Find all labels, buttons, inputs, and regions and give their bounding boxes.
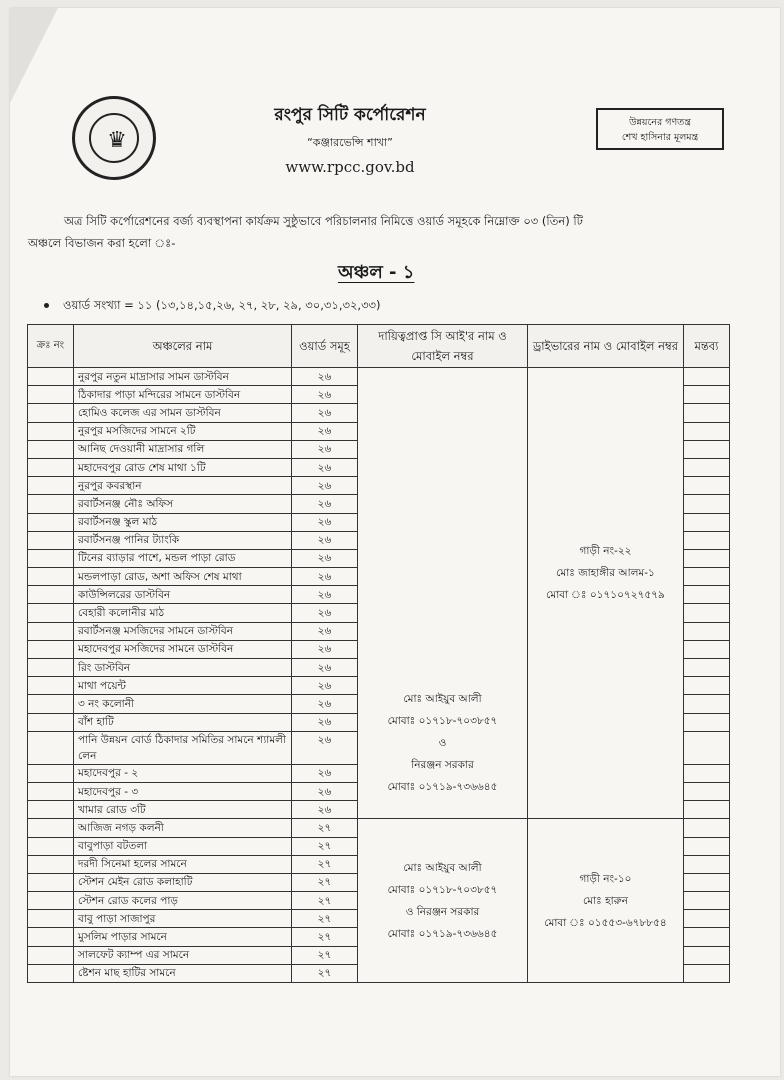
- ward-cell: ২৬: [292, 640, 358, 658]
- header-remarks: মন্তব্য: [684, 325, 730, 368]
- remarks-cell: [684, 640, 730, 658]
- remarks-cell: [684, 873, 730, 891]
- driver-contact-line: মোবা ঃ ০১৭১০৭২৭৫৭৯: [546, 589, 665, 602]
- ward-cell: ২৬: [292, 549, 358, 567]
- remarks-cell: [684, 458, 730, 476]
- area-name-cell: খামার রোড ৩টি: [74, 801, 292, 819]
- ci-contact-line: মোবাঃ ০১৭১৮-৭০৩৮৫৭: [387, 715, 498, 728]
- ci-contact-line: মোবাঃ ০১৭১৯-৭৩৬৬৪৫: [387, 927, 498, 940]
- ci-contact-line: মোবাঃ ০১৭১৮-৭০৩৮৫৭: [387, 883, 498, 896]
- serial-cell: [28, 586, 74, 604]
- serial-cell: [28, 513, 74, 531]
- area-name-cell: রিং ডাস্টবিন: [74, 659, 292, 677]
- ward-cell: ২৭: [292, 819, 358, 837]
- remarks-cell: [684, 782, 730, 800]
- ward-cell: ২৬: [292, 477, 358, 495]
- serial-cell: [28, 531, 74, 549]
- area-name-cell: টিনের ব্যাড়ার পাশে, মন্ডল পাড়া রোড: [74, 549, 292, 567]
- driver-contact-line: গাড়ী নং-২২: [579, 545, 632, 558]
- bullet-icon: [44, 303, 49, 308]
- header-serial: ক্রঃ নং: [28, 325, 74, 368]
- intro-line-1: অত্র সিটি কর্পোরেশনের বর্জ্য ব্যবস্থাপনা কার্যক্রম সুষ্ঠুভাবে পরিচালনার নিমিত্তে ওয়ার্ড সমূহকে নিম্নোক্ত ০৩ (তিন) টি: [64, 214, 583, 228]
- serial-cell: [28, 946, 74, 964]
- driver-contact-cell: [528, 819, 684, 983]
- area-name-cell: সালফেট ক্যাম্প এর সামনে: [74, 946, 292, 964]
- remarks-cell: [684, 964, 730, 982]
- ward-cell: ২৭: [292, 855, 358, 873]
- driver-contact-line: মোঃ হারুন: [583, 894, 628, 907]
- area-name-cell: বাঁশ হাটি: [74, 713, 292, 731]
- serial-cell: [28, 837, 74, 855]
- table-header-row: [28, 325, 730, 368]
- ward-cell: ২৬: [292, 586, 358, 604]
- area-name-cell: ষ্টেশন মাছ হাটির সামনে: [74, 964, 292, 982]
- serial-cell: [28, 928, 74, 946]
- ward-cell: ২৬: [292, 731, 358, 764]
- area-name-cell: পানি উন্নয়ন বোর্ড ঠিকাদার সমিতির সামনে শ্যামলী লেন: [74, 731, 292, 764]
- serial-cell: [28, 677, 74, 695]
- serial-cell: [28, 782, 74, 800]
- serial-cell: [28, 440, 74, 458]
- serial-cell: [28, 622, 74, 640]
- serial-cell: [28, 404, 74, 422]
- ward-cell: ২৬: [292, 568, 358, 586]
- remarks-cell: [684, 695, 730, 713]
- serial-cell: [28, 855, 74, 873]
- remarks-cell: [684, 549, 730, 567]
- remarks-cell: [684, 495, 730, 513]
- ward-cell: ২৬: [292, 386, 358, 404]
- serial-cell: [28, 368, 74, 386]
- motto-line-2: শেখ হাসিনার মূলমন্ত্র: [621, 132, 699, 143]
- area-name-cell: ঠিকাদার পাড়া মন্দিরের সামনে ডাস্টবিন: [74, 386, 292, 404]
- ward-cell: ২৭: [292, 873, 358, 891]
- ward-cell: ২৬: [292, 677, 358, 695]
- remarks-cell: [684, 819, 730, 837]
- driver-contact-line: মোঃ জাহাঙ্গীর আলম-১: [556, 567, 655, 580]
- ci-contact-cell: [358, 819, 528, 983]
- area-name-cell: মহাদেবপুর - ২: [74, 764, 292, 782]
- area-name-cell: বাবুপাড়া বটতলা: [74, 837, 292, 855]
- ward-cell: ২৬: [292, 604, 358, 622]
- area-name-cell: মাথা পয়েন্ট: [74, 677, 292, 695]
- serial-cell: [28, 604, 74, 622]
- remarks-cell: [684, 837, 730, 855]
- serial-cell: [28, 764, 74, 782]
- seal-emblem-icon: ♛: [107, 128, 127, 153]
- remarks-cell: [684, 892, 730, 910]
- driver-contact-cell: [528, 368, 684, 819]
- ward-cell: ২৬: [292, 622, 358, 640]
- remarks-cell: [684, 440, 730, 458]
- driver-contact-line: গাড়ী নং-১০: [579, 872, 632, 885]
- branch-name: “কঞ্জারভেন্সি শাখা”: [307, 136, 393, 149]
- ward-cell: ২৭: [292, 910, 358, 928]
- serial-cell: [28, 892, 74, 910]
- ward-cell: ২৭: [292, 964, 358, 982]
- remarks-cell: [684, 477, 730, 495]
- area-name-cell: কাউন্সিলরের ডাস্টবিন: [74, 586, 292, 604]
- driver-contact-line: মোবা ঃ ০১৫৫৩-৬৭৮৮৫৪: [544, 916, 667, 929]
- header-area: অঞ্চলের নাম: [74, 325, 292, 368]
- serial-cell: [28, 386, 74, 404]
- remarks-cell: [684, 386, 730, 404]
- area-name-cell: রবার্টসনঞ্জ মসজিদের সামনে ডাস্টবিন: [74, 622, 292, 640]
- header-ward: ওয়ার্ড সমূহ: [292, 325, 358, 368]
- serial-cell: [28, 873, 74, 891]
- serial-cell: [28, 549, 74, 567]
- ci-contact-line: মোবাঃ ০১৭১৯-৭৩৬৬৪৫: [387, 781, 498, 794]
- area-name-cell: নুরপুর মসজিদের সামনে ২টি: [74, 422, 292, 440]
- ci-contact-line: নিরঞ্জন সরকার: [411, 759, 474, 772]
- website: www.rpcc.gov.bd: [285, 158, 415, 176]
- remarks-cell: [684, 586, 730, 604]
- serial-cell: [28, 659, 74, 677]
- remarks-cell: [684, 568, 730, 586]
- motto-line-1: উন্নয়নের গণতন্ত্র: [629, 117, 691, 128]
- motto-box: [596, 108, 724, 150]
- area-name-cell: স্টেশন মেইন রোড কলাহাটি: [74, 873, 292, 891]
- ward-count-text: ওয়ার্ড সংখ্যা = ১১ (১৩,১৪,১৫,২৬, ২৭, ২৮, ২৯, ৩০,৩১,৩২,৩৩): [63, 298, 381, 312]
- ward-cell: ২৬: [292, 440, 358, 458]
- ward-cell: ২৬: [292, 713, 358, 731]
- area-name-cell: রবার্টসনঞ্জ স্কুল মাঠ: [74, 513, 292, 531]
- folded-corner: [10, 8, 58, 103]
- area-name-cell: রবার্টসনঞ্জ নৌঃ অফিস: [74, 495, 292, 513]
- remarks-cell: [684, 946, 730, 964]
- serial-cell: [28, 458, 74, 476]
- ci-contact-line: মোঃ আইয়ুব আলী: [403, 693, 482, 706]
- ward-count: [44, 297, 381, 316]
- remarks-cell: [684, 622, 730, 640]
- area-name-cell: নুরপুর কবরস্থান: [74, 477, 292, 495]
- remarks-cell: [684, 910, 730, 928]
- area-name-cell: মুসলিম পাড়ার সামনে: [74, 928, 292, 946]
- serial-cell: [28, 910, 74, 928]
- letterhead: [250, 102, 450, 176]
- remarks-cell: [684, 513, 730, 531]
- ward-cell: ২৭: [292, 892, 358, 910]
- org-name: রংপুর সিটি কর্পোরেশন: [274, 105, 426, 125]
- ward-cell: ২৭: [292, 837, 358, 855]
- serial-cell: [28, 695, 74, 713]
- area-name-cell: হোমিও কলেজ এর সামন ডাস্টবিন: [74, 404, 292, 422]
- serial-cell: [28, 964, 74, 982]
- area-name-cell: আনিছ দেওয়ানী মাদ্রাসার গলি: [74, 440, 292, 458]
- remarks-cell: [684, 855, 730, 873]
- area-name-cell: মহাদেবপুর রোড শেষ মাথা ১টি: [74, 458, 292, 476]
- ward-cell: ২৬: [292, 659, 358, 677]
- ward-cell: ২৬: [292, 404, 358, 422]
- serial-cell: [28, 568, 74, 586]
- ward-cell: ২৬: [292, 368, 358, 386]
- area-name-cell: স্টেশন রোড কলের পাড়: [74, 892, 292, 910]
- ward-cell: ২৭: [292, 928, 358, 946]
- area-name-cell: ৩ নং কলোনী: [74, 695, 292, 713]
- remarks-cell: [684, 713, 730, 731]
- area-name-cell: বেহারী কলোনীর মাঠ: [74, 604, 292, 622]
- intro-line-2: অঞ্চলে বিভাজন করা হলো ঃ-: [28, 236, 176, 250]
- ci-contact-line: ও: [438, 737, 447, 750]
- area-name-cell: দরদী সিনেমা হলের সামনে: [74, 855, 292, 873]
- remarks-cell: [684, 368, 730, 386]
- ward-cell: ২৭: [292, 946, 358, 964]
- remarks-cell: [684, 801, 730, 819]
- ward-cell: ২৬: [292, 801, 358, 819]
- area-name-cell: মহাদেবপুর - ৩: [74, 782, 292, 800]
- serial-cell: [28, 713, 74, 731]
- remarks-cell: [684, 764, 730, 782]
- remarks-cell: [684, 422, 730, 440]
- ward-cell: ২৬: [292, 458, 358, 476]
- serial-cell: [28, 477, 74, 495]
- serial-cell: [28, 422, 74, 440]
- city-corporation-seal: [72, 96, 156, 180]
- ward-cell: ২৬: [292, 782, 358, 800]
- intro-paragraph: [28, 210, 748, 254]
- serial-cell: [28, 495, 74, 513]
- header-ci: দায়িত্বপ্রাপ্ত সি আই'র নাম ও মোবাইল নম্বর: [358, 325, 528, 368]
- area-name-cell: মন্ডলপাড়া রোড, অশা অফিস শেষ মাথা: [74, 568, 292, 586]
- remarks-cell: [684, 659, 730, 677]
- serial-cell: [28, 801, 74, 819]
- serial-cell: [28, 731, 74, 764]
- zone-table: [27, 324, 730, 983]
- area-name-cell: নুরপুর নতুন মাদ্রাসার সামন ডাস্টবিন: [74, 368, 292, 386]
- remarks-cell: [684, 404, 730, 422]
- area-name-cell: রবার্টসনঞ্জ পানির ট্যাংকি: [74, 531, 292, 549]
- ward-cell: ২৬: [292, 422, 358, 440]
- serial-cell: [28, 640, 74, 658]
- ward-cell: ২৬: [292, 513, 358, 531]
- ci-contact-line: মোঃ আইয়ুব আলী: [403, 861, 482, 874]
- remarks-cell: [684, 731, 730, 764]
- area-name-cell: মহাদেবপুর মসজিদের সামনে ডাস্টবিন: [74, 640, 292, 658]
- remarks-cell: [684, 604, 730, 622]
- header-driver: ড্রাইভারের নাম ও মোবাইল নম্বর: [528, 325, 684, 368]
- ward-cell: ২৬: [292, 531, 358, 549]
- area-name-cell: বাবু পাড়া সাজাপুর: [74, 910, 292, 928]
- ci-contact-cell: [358, 368, 528, 819]
- serial-cell: [28, 819, 74, 837]
- ward-cell: ২৬: [292, 495, 358, 513]
- zone-title: অঞ্চল - ১: [338, 262, 415, 283]
- ward-cell: ২৬: [292, 764, 358, 782]
- area-name-cell: আজিজ নগড় কলনী: [74, 819, 292, 837]
- ward-cell: ২৬: [292, 695, 358, 713]
- remarks-cell: [684, 531, 730, 549]
- table-row: [28, 368, 730, 386]
- ci-contact-line: ও নিরঞ্জন সরকার: [405, 905, 480, 918]
- table-row: [28, 819, 730, 837]
- remarks-cell: [684, 928, 730, 946]
- remarks-cell: [684, 677, 730, 695]
- table-body: [28, 368, 730, 983]
